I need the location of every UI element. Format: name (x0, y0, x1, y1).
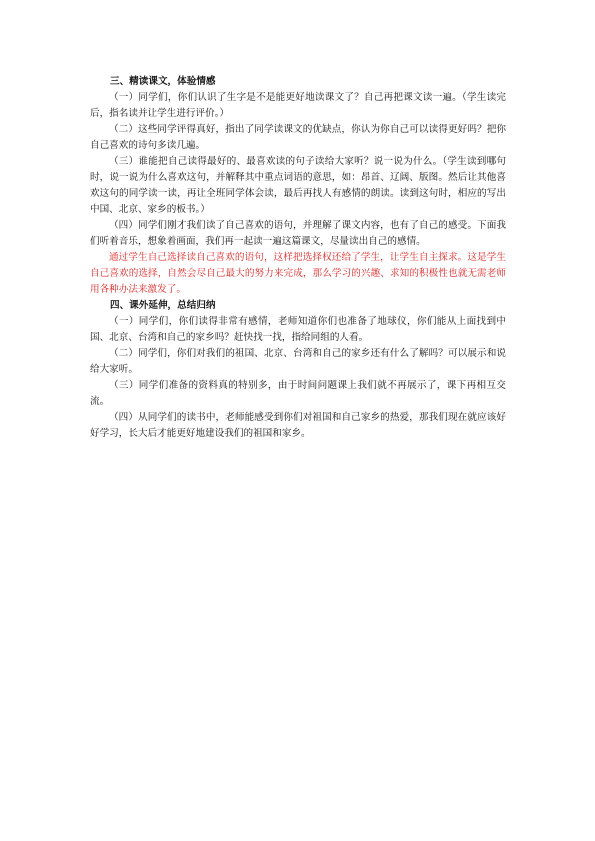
paragraph-4-1: （一）同学们，你们读得非常有感情，老师知道你们也准备了地球仪，你们能从上面找到中国、北京、台湾和自己的家乡吗？赶快找一找，指给同组的人看。 (90, 316, 506, 343)
paragraph-3-3: （三）谁能把自己读得最好的、最喜欢读的句子读给大家听？说一说为什么。（学生读到哪句时，说一说为什么喜欢这句，并解释其中重点词语的意思，如：昂首、辽阔、版图。然后让其他喜欢这句的同学读一读，再让全班同学体会读，最后再找人有感情的朗读。读到这句时，相应的写出中国、北京、家乡的板书。） (90, 156, 506, 215)
paragraph-4-3: （三）同学们准备的资料真的特别多，由于时间问题课上我们就不再展示了，课下再相互交流。 (90, 380, 506, 407)
paragraph-3-1: （一）同学们，你们认识了生字是不是能更好地读课文了？自己再把课文读一遍。（学生读完后，指名读并让学生进行评价。） (90, 92, 506, 119)
section-heading-4: 四、课外延伸，总结归纳 (110, 300, 216, 311)
paragraph-4-4: （四）从同学们的读书中，老师能感受到你们对祖国和自己家乡的热爱，那我们现在就应该好好学习，长大后才能更好地建设我们的祖国和家乡。 (90, 412, 506, 439)
section-heading-3: 三、精读课文，体验情感 (110, 76, 216, 87)
paragraph-3-4: （四）同学们刚才我们读了自己喜欢的语句，并理解了课文内容，也有了自己的感受。下面我们听着音乐，想象着画面，我们再一起读一遍这篇课文，尽量读出自己的感情。 (90, 220, 506, 247)
teaching-note: 通过学生自己选择读自己喜欢的语句，这样把选择权还给了学生，让学生自主探求。这是学生自己喜欢的选择，自然会尽自己最大的努力来完成，那么学习的兴趣、求知的积极性也就无需老师用各种办法来激发了。 (90, 252, 506, 295)
paragraph-4-2: （二）同学们，你们对我们的祖国、北京、台湾和自己的家乡还有什么了解吗？可以展示和说给大家听。 (90, 348, 506, 375)
document-page (90, 74, 506, 442)
paragraph-3-2: （二）这些同学评得真好，指出了同学读课文的优缺点，你认为你自己可以读得更好吗？把你自己喜欢的诗句多读几遍。 (90, 124, 506, 151)
